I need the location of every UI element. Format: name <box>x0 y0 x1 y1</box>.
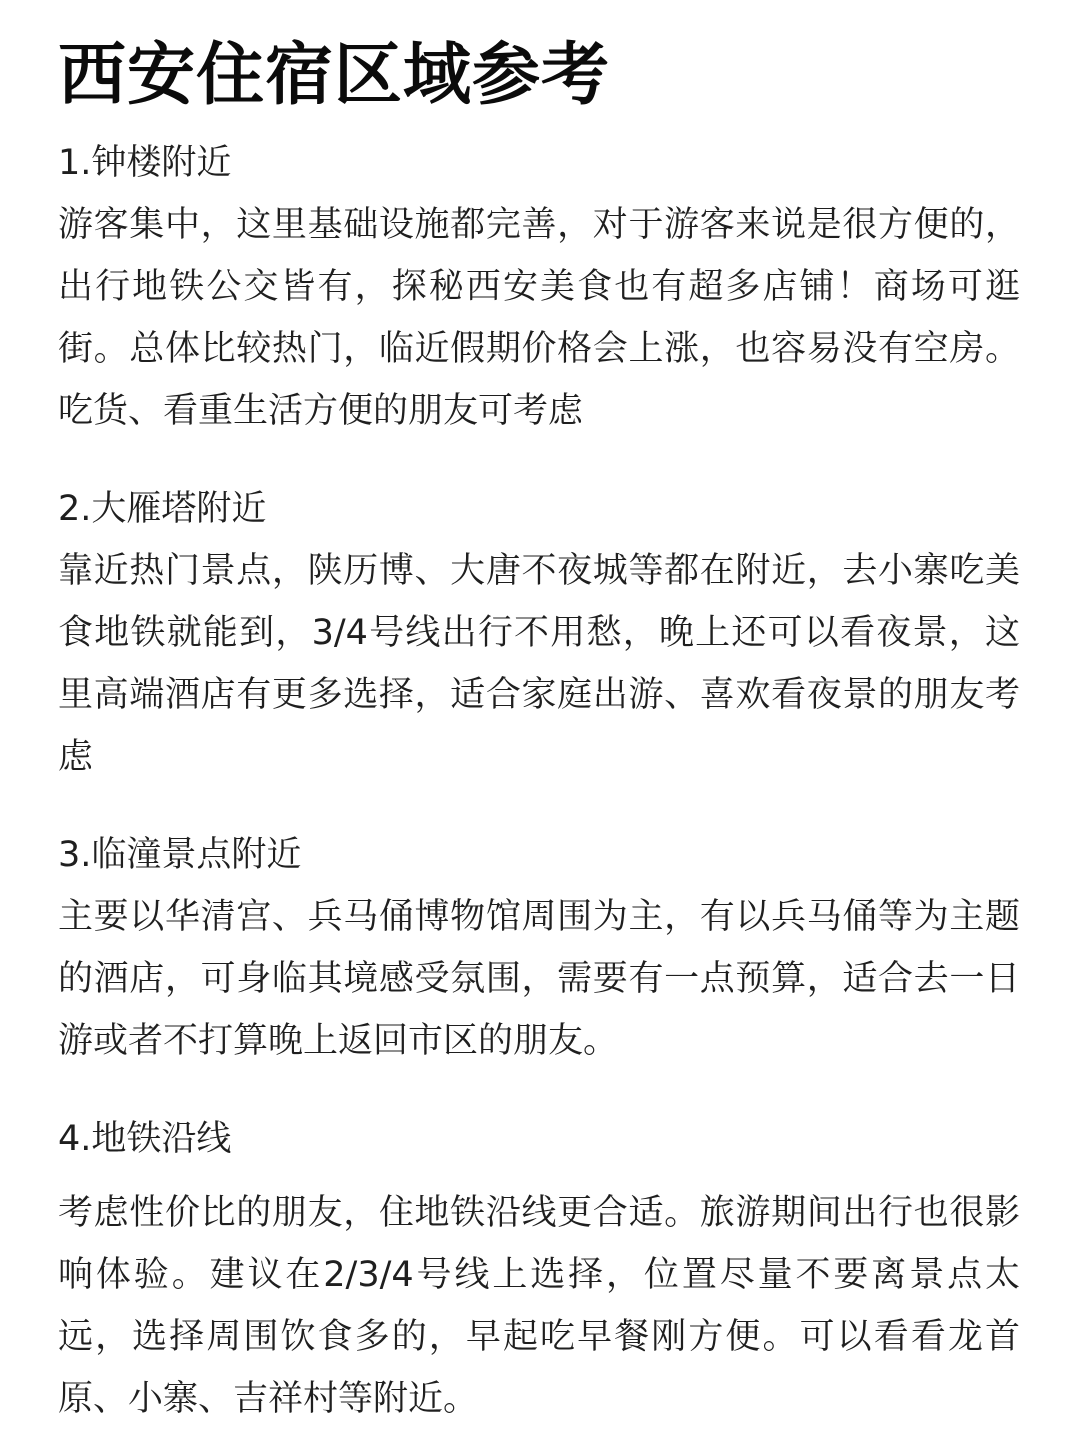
section-body: 主要以华清宫、兵马俑博物馆周围为主，有以兵马俑等为主题的酒店，可身临其境感受氛围，需要有一点预算，适合去一日游或者不打算晚上返回市区的朋友。 <box>58 897 1020 1061</box>
section-lintong <box>58 824 1020 1072</box>
section-heading: 4.地铁沿线 <box>58 1119 232 1159</box>
section-heading: 2.大雁塔附近 <box>58 489 267 529</box>
section-big-wild-goose-pagoda <box>58 478 1020 788</box>
page-title: 西安住宿区域参考 <box>58 36 611 115</box>
section-body: 考虑性价比的朋友，住地铁沿线更合适。旅游期间出行也很影响体验。建议在2/3/4号线上选择，位置尽量不要离景点太远，选择周围饮食多的，早起吃早餐刚方便。可以看看龙首原、小寨、吉祥村等附近。 <box>58 1193 1020 1419</box>
section-bell-tower <box>58 132 1020 442</box>
section-metro-line <box>58 1108 1020 1430</box>
section-heading: 1.钟楼附近 <box>58 143 232 183</box>
section-body: 靠近热门景点，陕历博、大唐不夜城等都在附近，去小寨吃美食地铁就能到，3/4号线出行不用愁，晚上还可以看夜景，这里高端酒店有更多选择，适合家庭出游、喜欢看夜景的朋友考虑 <box>58 551 1020 777</box>
section-heading: 3.临潼景点附近 <box>58 835 302 875</box>
section-body: 游客集中，这里基础设施都完善，对于游客来说是很方便的，出行地铁公交皆有，探秘西安美食也有超多店铺！商场可逛街。总体比较热门，临近假期价格会上涨，也容易没有空房。吃货、看重生活方便的朋友可考虑 <box>58 205 1020 431</box>
